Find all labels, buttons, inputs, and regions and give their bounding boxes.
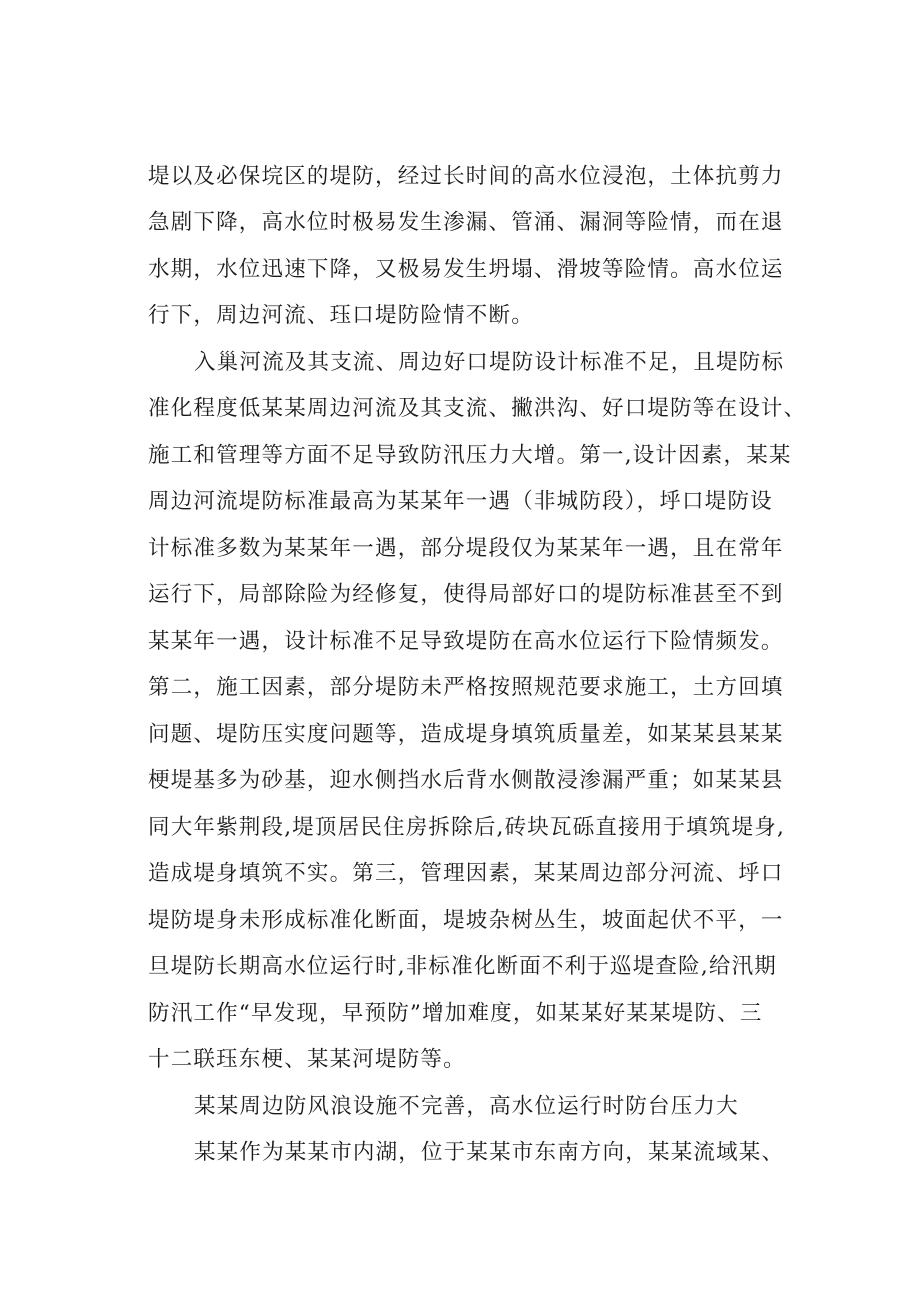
text-line-12: 第二，施工因素，部分堤防未严格按照规范要求施工，土方回填 — [148, 675, 784, 700]
paragraph-start-line: 入巢河流及其支流、周边好口堤防设计标准不足，且堤防标 — [194, 350, 785, 375]
text-line-17: 堤防堤身未形成标准化断面，堤坡杂树丛生，坡面起伏不平，一 — [148, 908, 784, 933]
text-line-16: 造成堤身填筑不实。第三，管理因素，某某周边部分河流、垀口 — [148, 861, 784, 886]
text-line-14: 梗堤基多为砂基，迎水侧挡水后背水侧散浸渗漏严重；如某某县 — [148, 768, 784, 793]
text-line-18: 旦堤防长期高水位运行时,非标准化断面不利于巡堤查险,给汛期 — [148, 954, 777, 979]
text-line-10: 运行下，局部除险为经修复，使得局部好口的堤防标准甚至不到 — [148, 582, 784, 607]
text-line-3: 水期，水位迅速下降，又极易发生坍塌、滑坡等险情。高水位运 — [148, 257, 784, 282]
text-line-7: 施工和管理等方面不足导致防汛压力大增。第一,设计因素，某某 — [148, 443, 792, 468]
section-heading: 某某周边防风浪设施不完善，高水位运行时防台压力大 — [194, 1094, 739, 1119]
text-line-4: 行下，周边河流、珏口堤防险情不断。 — [148, 303, 534, 328]
text-line-9: 计标准多数为某某年一遇，部分堤段仅为某某年一遇，且在常年 — [148, 536, 784, 561]
text-line-20: 十二联珏东梗、某某河堤防等。 — [148, 1047, 466, 1072]
text-line-13: 问题、堤防压实度问题等，造成堤身填筑质量差，如某某县某某 — [148, 722, 784, 747]
text-line-1: 堤以及必保垸区的堤防，经过长时间的高水位浸泡，土体抗剪力 — [148, 164, 784, 189]
text-line-8: 周边河流堤防标准最高为某某年一遇（非城防段），垀口堤防设 — [148, 489, 773, 514]
text-line-6: 准化程度低某某周边河流及其支流、撇洪沟、好口堤防等在设计、 — [148, 396, 807, 421]
paragraph-start-line: 某某作为某某市内湖，位于某某市东南方向，某某流域某、 — [194, 1140, 785, 1165]
text-line-19: 防汛工作“早发现，早预防”增加难度，如某某好某某堤防、三 — [148, 1001, 763, 1026]
text-line-11: 某某年一遇，设计标准不足导致堤防在高水位运行下险情频发。 — [148, 629, 784, 654]
text-line-15: 同大年紫荆段,堤顶居民住房拆除后,砖块瓦砾直接用于填筑堤身, — [148, 815, 786, 840]
text-line-2: 急剧下降，高水位时极易发生渗漏、管涌、漏洞等险情，而在退 — [148, 210, 784, 235]
